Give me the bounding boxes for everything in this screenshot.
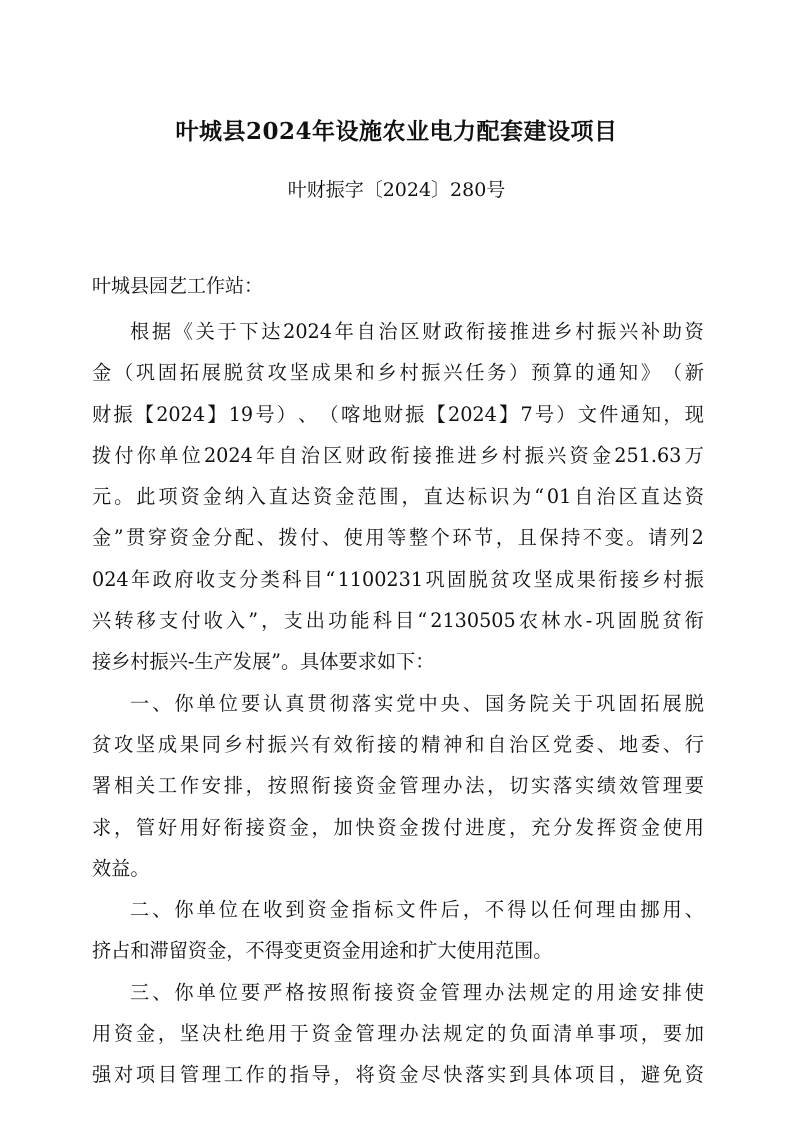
body-line: 用 资 金 ， 坚 决 杜 绝 用 于 资 金 管 理 办 法 规 定 的 负 面 清 单 事 项 ， 要 加 [92,1022,704,1046]
body-line: 元 。 此 项 资 金 纳 入 直 达 资 金 范 围 ， 直 达 标 识 为 “ 01 自 治 区 直 达 资 [92,485,704,509]
body-line: 三 、 你 单 位 要 严 格 按 照 衔 接 资 金 管 理 办 法 规 定 的 用 途 安 排 使 [130,980,704,1004]
body-line: 二 、 你 单 位 在 收 到 资 金 指 标 文 件 后 ， 不 得 以 任 何 理 由 挪 用 、 [130,898,704,922]
body-line: 求 ， 管 好 用 好 衔 接 资 金 ， 加 快 资 金 拨 付 进 度 ， 充 分 发 挥 资 金 使 用 [92,815,704,839]
body-line: 强 对 项 目 管 理 工 作 的 指 导 ， 将 资 金 尽 快 落 实 到 具 体 项 目 ， 避 免 资 [92,1063,704,1087]
addressee: 叶城县园艺工作站： [92,275,264,297]
body-line: 署 相 关 工 作 安 排 ， 按 照 衔 接 资 金 管 理 办 法 ， 切 实 落 实 绩 效 管 理 要 [92,774,704,798]
body-line: 拨 付 你 单 位 2024 年 自 治 区 财 政 衔 接 推 进 乡 村 振 兴 资 金 251.63 万 [92,443,704,467]
body-line: 金 ” 贯 穿 资 金 分 配 、 拨 付 、 使 用 等 整 个 环 节 ， 且 保 持 不 变 。 请 列 2 [92,526,704,550]
document-title: 叶城县2024年设施农业电力配套建设项目 [175,118,618,145]
body-line: 兴 转 移 支 付 收 入 ” ， 支 出 功 能 科 目 “ 2130505 农 林 水 - 巩 固 脱 贫 衔 [92,609,704,633]
body-line: 金 （ 巩 固 拓 展 脱 贫 攻 坚 成 果 和 乡 村 振 兴 任 务 ） 预 算 的 通 知 》 （ 新 [92,361,704,385]
document-body [92,311,704,1096]
body-line: 024 年 政 府 收 支 分 类 科 目 “ 1100231 巩 固 脱 贫 攻 坚 成 果 衔 接 乡 村 振 [92,567,704,591]
body-line: 接乡村振兴-生产发展”。具体要求如下： [92,650,435,674]
body-line: 贫 攻 坚 成 果 同 乡 村 振 兴 有 效 衔 接 的 精 神 和 自 治 区 党 委 、 地 委 、 行 [92,732,704,756]
body-line: 财 振 【 2024 】 19 号 ） 、 （ 喀 地 财 振 【 2024 】 7 号 ） 文 件 通 知 ， 现 [92,402,704,426]
body-line: 根 据 《 关 于 下 达 2024 年 自 治 区 财 政 衔 接 推 进 乡 村 振 兴 补 助 资 [130,320,704,343]
body-line: 效益。 [92,856,150,880]
document-number: 叶财振字〔2024〕280号 [287,179,506,201]
body-line: 挤占和滞留资金，不得变更资金用途和扩大使用范围。 [92,939,553,963]
body-line: 一 、 你 单 位 要 认 真 贯 彻 落 实 党 中 央 、 国 务 院 关 于 巩 固 拓 展 脱 [130,691,704,715]
